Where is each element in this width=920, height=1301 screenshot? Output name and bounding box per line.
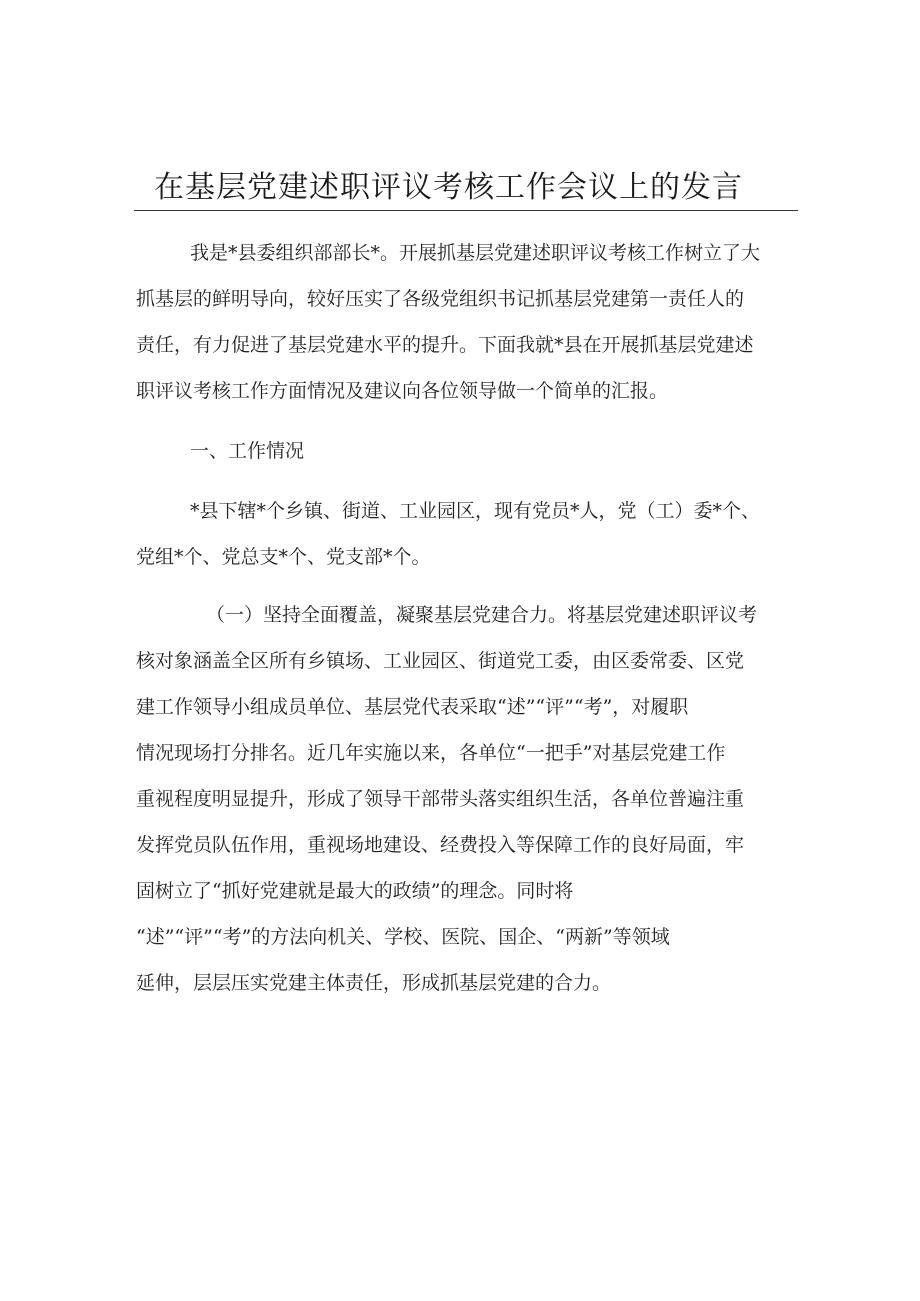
paragraph-3-line: “述”“评”“考”的方法向机关、学校、医院、国企、“两新”等领域 <box>136 926 670 948</box>
paragraph-2-line: *县下辖*个乡镇、街道、工业园区，现有党员*人，党（工）委*个、 <box>190 500 761 522</box>
title-underline <box>134 210 798 211</box>
paragraph-3-line: 发挥党员队伍作用，重视场地建设、经费投入等保障工作的良好局面，牢 <box>136 834 745 856</box>
paragraph-1-line: 职评议考核工作方面情况及建议向各位领导做一个简单的汇报。 <box>136 380 669 402</box>
paragraph-2-line: 党组*个、党总支*个、党支部*个。 <box>136 546 431 568</box>
paragraph-3-line: 固树立了“抓好党建就是最大的政绩”的理念。同时将 <box>136 880 574 902</box>
paragraph-1-line: 我是*县委组织部部长*。开展抓基层党建述职评议考核工作树立了大 <box>190 242 761 264</box>
section-heading: 一、工作情况 <box>190 440 305 462</box>
paragraph-3-line: 建工作领导小组成员单位、基层党代表采取“述”“评”“考”，对履职 <box>136 696 689 718</box>
paragraph-3-line: （一）坚持全面覆盖，凝聚基层党建合力。将基层党建述职评议考 <box>206 604 758 626</box>
paragraph-3-line: 重视程度明显提升，形成了领导干部带头落实组织生活，各单位普遍注重 <box>136 788 745 810</box>
paragraph-3-line: 延伸，层层压实党建主体责任，形成抓基层党建的合力。 <box>136 972 612 994</box>
paragraph-3-line: 情况现场打分排名。近几年实施以来，各单位“一把手”对基层党建工作 <box>136 742 726 764</box>
paragraph-3-line: 核对象涵盖全区所有乡镇场、工业园区、街道党工委，由区委常委、区党 <box>136 650 745 672</box>
paragraph-1-line: 责任，有力促进了基层党建水平的提升。下面我就*县在开展抓基层党建述 <box>136 334 754 356</box>
document-title: 在基层党建述职评议考核工作会议上的发言 <box>154 170 743 205</box>
paragraph-1-line: 抓基层的鲜明导向，较好压实了各级党组织书记抓基层党建第一责任人的 <box>136 288 745 310</box>
